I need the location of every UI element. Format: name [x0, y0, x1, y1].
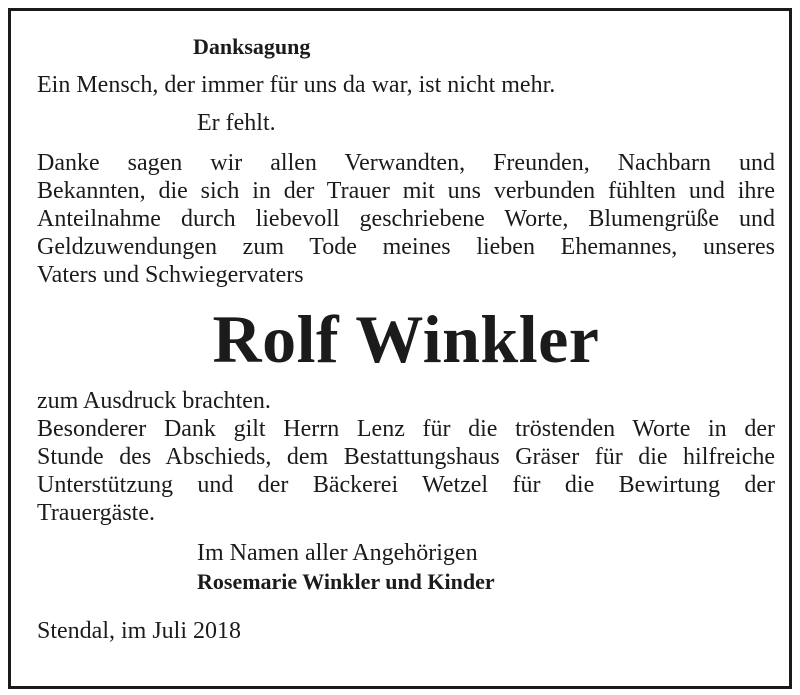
signoff-names: Rosemarie Winkler und Kinder: [197, 569, 495, 594]
thanks-line: Anteilnahme durch liebevoll geschriebene Worte, Blumengrüße und: [37, 206, 775, 232]
missing-line: Er fehlt.: [197, 110, 276, 136]
closing-paragraph: [37, 387, 775, 527]
signoff-line: Im Namen aller Angehörigen: [197, 540, 478, 566]
closing-line: Trauergäste.: [37, 500, 155, 526]
signoff: [197, 539, 775, 597]
closing-line: Stunde des Abschieds, dem Bestattungshaus Gräser für die hilfreiche: [37, 444, 775, 470]
closing-line: Unterstützung und der Bäckerei Wetzel für die Bewirtung der: [37, 472, 775, 498]
notice-frame: [8, 8, 792, 689]
thanks-paragraph: [37, 149, 775, 289]
intro-line: Ein Mensch, der immer für uns da war, ist nicht mehr.: [37, 72, 556, 98]
thanks-line: Vaters und Schwiegervaters: [37, 262, 304, 288]
deceased-name: Rolf Winkler: [212, 301, 600, 377]
thanks-line: Danke sagen wir allen Verwandten, Freunden, Nachbarn und: [37, 150, 775, 176]
place-date: Stendal, im Juli 2018: [37, 618, 241, 644]
closing-line: zum Ausdruck brachten.: [37, 388, 271, 414]
thanks-line: Geldzuwendungen zum Tode meines lieben Ehemannes, unseres: [37, 234, 775, 260]
thanks-line: Bekannten, die sich in der Trauer mit uns verbunden fühlten und ihre: [37, 178, 775, 204]
notice-content: [37, 33, 775, 645]
notice-title: Danksagung: [193, 34, 311, 59]
closing-line: Besonderer Dank gilt Herrn Lenz für die tröstenden Worte in der: [37, 416, 775, 442]
